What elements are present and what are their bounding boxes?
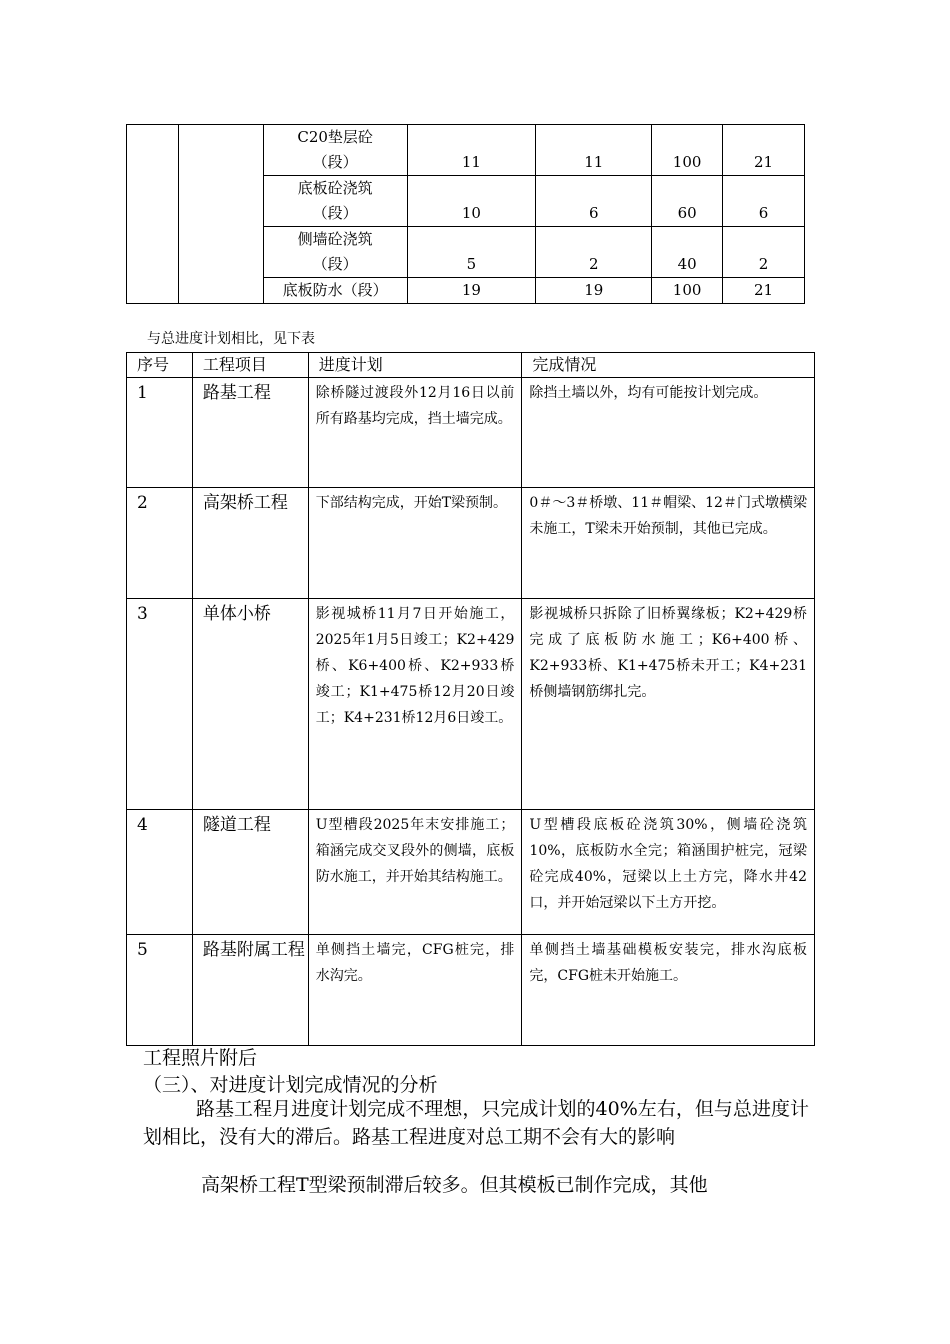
value-cell: 19 <box>536 278 652 304</box>
plan-cell: 影视城桥11月7日开始施工，2025年1月5日竣工；K2+429桥、K6+400桥、K2+933桥竣工；K1+475桥12月20日竣工；K4+231桥12月6日竣工。 <box>308 599 522 810</box>
header-project: 工程项目 <box>192 353 308 378</box>
value-cell: 100 <box>652 125 723 176</box>
status-cell: 单侧挡土墙基础模板安装完，排水沟底板完，CFG桩未开始施工。 <box>522 935 815 1046</box>
table-row <box>127 935 815 1046</box>
value-cell: 11 <box>536 125 652 176</box>
project-cell: 路基附属工程 <box>192 935 308 1046</box>
status-cell: 除挡土墙以外，均有可能按计划完成。 <box>522 378 815 488</box>
progress-quantity-table <box>126 124 805 304</box>
value-cell: 5 <box>407 227 536 278</box>
value-cell: 40 <box>652 227 723 278</box>
project-cell: 高架桥工程 <box>192 488 308 599</box>
seq-cell: 2 <box>127 488 193 599</box>
value-cell: 6 <box>723 176 805 227</box>
value-cell: 6 <box>536 176 652 227</box>
merged-cell <box>127 125 179 304</box>
value-cell: 2 <box>723 227 805 278</box>
photo-note: 工程照片附后 <box>143 1047 258 1069</box>
table-header-row <box>127 353 815 378</box>
project-cell: 路基工程 <box>192 378 308 488</box>
seq-cell: 5 <box>127 935 193 1046</box>
seq-cell: 1 <box>127 378 193 488</box>
value-cell: 60 <box>652 176 723 227</box>
analysis-paragraph: 路基工程月进度计划完成不理想，只完成计划的40%左右，但与总进度计划相比，没有大的滞后。路基工程进度对总工期不会有大的影响 <box>143 1098 809 1148</box>
value-cell: 19 <box>407 278 536 304</box>
table-caption: 与总进度计划相比，见下表 <box>147 331 315 347</box>
value-cell: 21 <box>723 278 805 304</box>
project-cell: 隧道工程 <box>192 810 308 935</box>
item-cell: 侧墙砼浇筑 （段） <box>263 227 407 278</box>
plan-cell: 下部结构完成，开始T梁预制。 <box>308 488 522 599</box>
table-row <box>127 599 815 810</box>
item-cell: 底板防水（段） <box>263 278 407 304</box>
schedule-comparison-table <box>126 352 815 1046</box>
section-heading: （三）、对进度计划完成情况的分析 <box>143 1074 438 1096</box>
table-row <box>127 488 815 599</box>
plan-cell: 单侧挡土墙完，CFG桩完，排水沟完。 <box>308 935 522 1046</box>
table-row <box>127 125 805 176</box>
header-seq: 序号 <box>127 353 193 378</box>
seq-cell: 3 <box>127 599 193 810</box>
plan-cell: U型槽段2025年末安排施工；箱涵完成交叉段外的侧墙，底板防水施工，并开始其结构施工。 <box>308 810 522 935</box>
status-cell: 影视城桥只拆除了旧桥翼缘板；K2+429桥完成了底板防水施工；K6+400桥、K2+933桥、K1+475桥未开工；K4+231桥侧墙钢筋绑扎完。 <box>522 599 815 810</box>
value-cell: 2 <box>536 227 652 278</box>
header-status: 完成情况 <box>522 353 815 378</box>
value-cell: 100 <box>652 278 723 304</box>
status-cell: U型槽段底板砼浇筑30%，侧墙砼浇筑10%，底板防水全完；箱涵围护桩完，冠梁砼完成40%，冠梁以上土方完，降水井42口，并开始冠梁以下土方开挖。 <box>522 810 815 935</box>
value-cell: 21 <box>723 125 805 176</box>
value-cell: 10 <box>407 176 536 227</box>
project-cell: 单体小桥 <box>192 599 308 810</box>
table-row <box>127 810 815 935</box>
value-cell: 11 <box>407 125 536 176</box>
analysis-paragraph: 高架桥工程T型梁预制滞后较多。但其模板已制作完成，其他 <box>201 1174 708 1196</box>
item-cell: 底板砼浇筑 （段） <box>263 176 407 227</box>
table-row <box>127 378 815 488</box>
plan-cell: 除桥隧过渡段外12月16日以前所有路基均完成，挡土墙完成。 <box>308 378 522 488</box>
status-cell: 0＃～3＃桥墩、11＃帽梁、12＃门式墩横梁未施工，T梁未开始预制，其他已完成。 <box>522 488 815 599</box>
seq-cell: 4 <box>127 810 193 935</box>
header-plan: 进度计划 <box>308 353 522 378</box>
item-cell: C20垫层砼 （段） <box>263 125 407 176</box>
merged-cell <box>178 125 263 304</box>
